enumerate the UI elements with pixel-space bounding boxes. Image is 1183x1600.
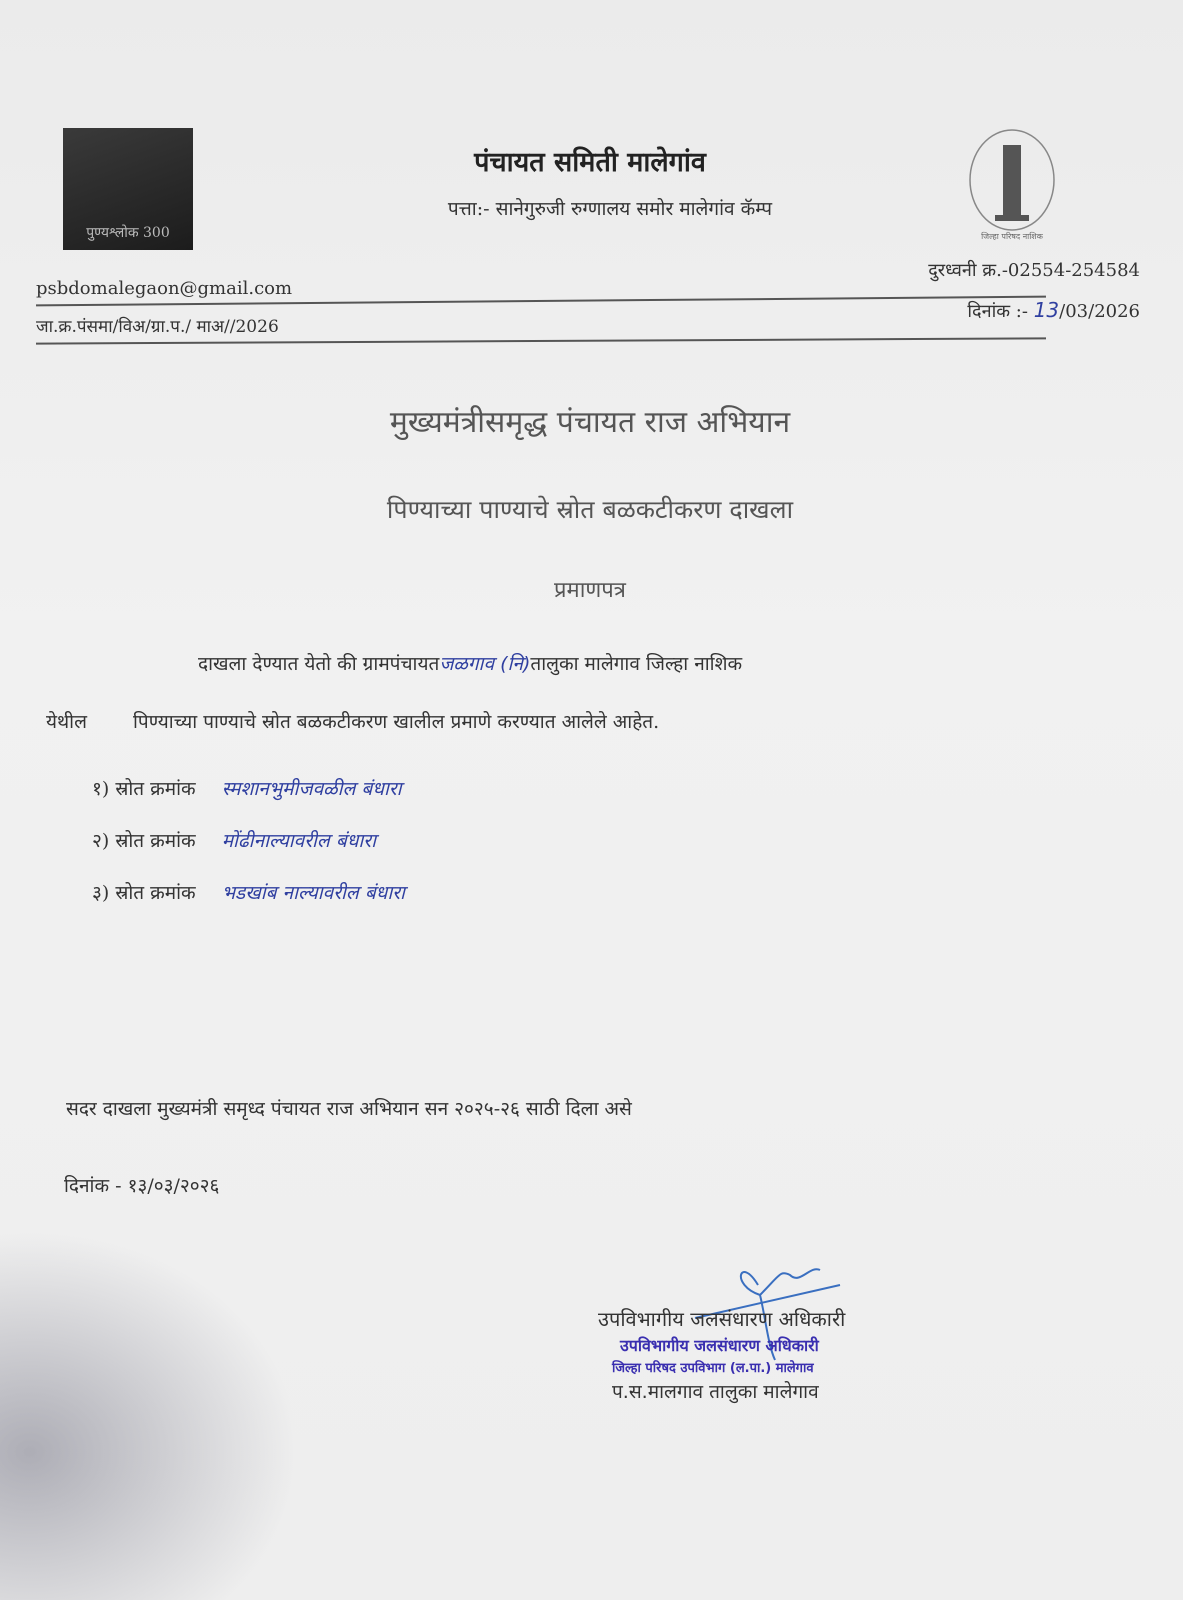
para-text: पिण्याच्या पाण्याचे स्रोत बळकटीकरण खालील प्रमाणे करण्यात आलेले आहेत.	[133, 711, 660, 733]
source-number: ३)	[92, 882, 110, 904]
source-item	[92, 827, 992, 879]
certificate-label: प्रमाणपत्र	[554, 578, 626, 603]
signatory-designation: उपविभागीय जलसंधारण अधिकारी	[598, 1307, 846, 1331]
header-date	[780, 298, 1140, 323]
source-list	[92, 775, 992, 931]
signatory-office: प.स.मालगाव तालुका मालेगाव	[612, 1381, 819, 1403]
emblem-caption: जिल्हा परिषद नाशिक	[981, 232, 1043, 241]
para-text: दाखला देण्यात येतो की ग्रामपंचायत	[198, 653, 440, 675]
para-line-1	[198, 650, 1138, 676]
para-text: तालुका मालेगाव जिल्हा नाशिक	[530, 653, 743, 675]
source-number: १)	[92, 778, 110, 800]
stamp-line-2: जिल्हा परिषद उपविभाग (ल.पा.) मालेगाव	[612, 1361, 814, 1376]
left-logo-text: पुण्यश्लोक 300	[86, 225, 170, 241]
source-label: स्रोत क्रमांक	[115, 882, 196, 904]
date-label: दिनांक :-	[967, 301, 1028, 322]
phone-number: दुरध्वनी क्र.-02554-254584	[928, 260, 1140, 281]
photo-shadow	[0, 1230, 300, 1600]
office-address: पत्ता:- सानेगुरुजी रुग्णालय समोर मालेगांव कॅम्प	[447, 198, 773, 220]
para-line-2	[46, 708, 1136, 734]
para-text: येथील	[46, 711, 87, 733]
office-name: पंचायत समिती मालेगांव	[474, 147, 706, 178]
source-value: मोंढीनाल्यावरील बंधारा	[221, 830, 377, 852]
closing-date: दिनांक - १३/०३/२०२६	[64, 1175, 220, 1197]
source-item	[92, 879, 992, 931]
certificate-subject: पिण्याच्या पाण्याचे स्रोत बळकटीकरण दाखला	[386, 495, 794, 524]
left-logo	[63, 128, 193, 250]
date-suffix: /03/2026	[1059, 301, 1140, 322]
header-divider-2	[36, 337, 1046, 344]
zilla-parishad-emblem-icon	[965, 125, 1060, 243]
source-value: स्मशानभुमीजवळील बंधारा	[221, 778, 402, 800]
reference-number: जा.क्र.पंसमा/विअ/ग्रा.प./ माअ//2026	[36, 317, 279, 337]
email: psbdomalegaon@gmail.com	[36, 278, 293, 299]
source-label: स्रोत क्रमांक	[115, 778, 196, 800]
scheme-title: मुख्यमंत्रीसमृद्ध पंचायत राज अभियान	[389, 405, 791, 440]
village-handwritten: जळगाव (नि)	[439, 653, 531, 675]
closing-statement: सदर दाखला मुख्यमंत्री समृध्द पंचायत राज अभियान सन २०२५-२६ साठी दिला असे	[66, 1098, 632, 1120]
date-handwritten: 13	[1033, 298, 1060, 322]
source-label: स्रोत क्रमांक	[115, 830, 196, 852]
source-number: २)	[92, 830, 110, 852]
source-item	[92, 775, 992, 827]
source-value: भडखांब नाल्यावरील बंधारा	[221, 882, 405, 904]
stamp-line-1: उपविभागीय जलसंधारण अधिकारी	[620, 1336, 819, 1355]
